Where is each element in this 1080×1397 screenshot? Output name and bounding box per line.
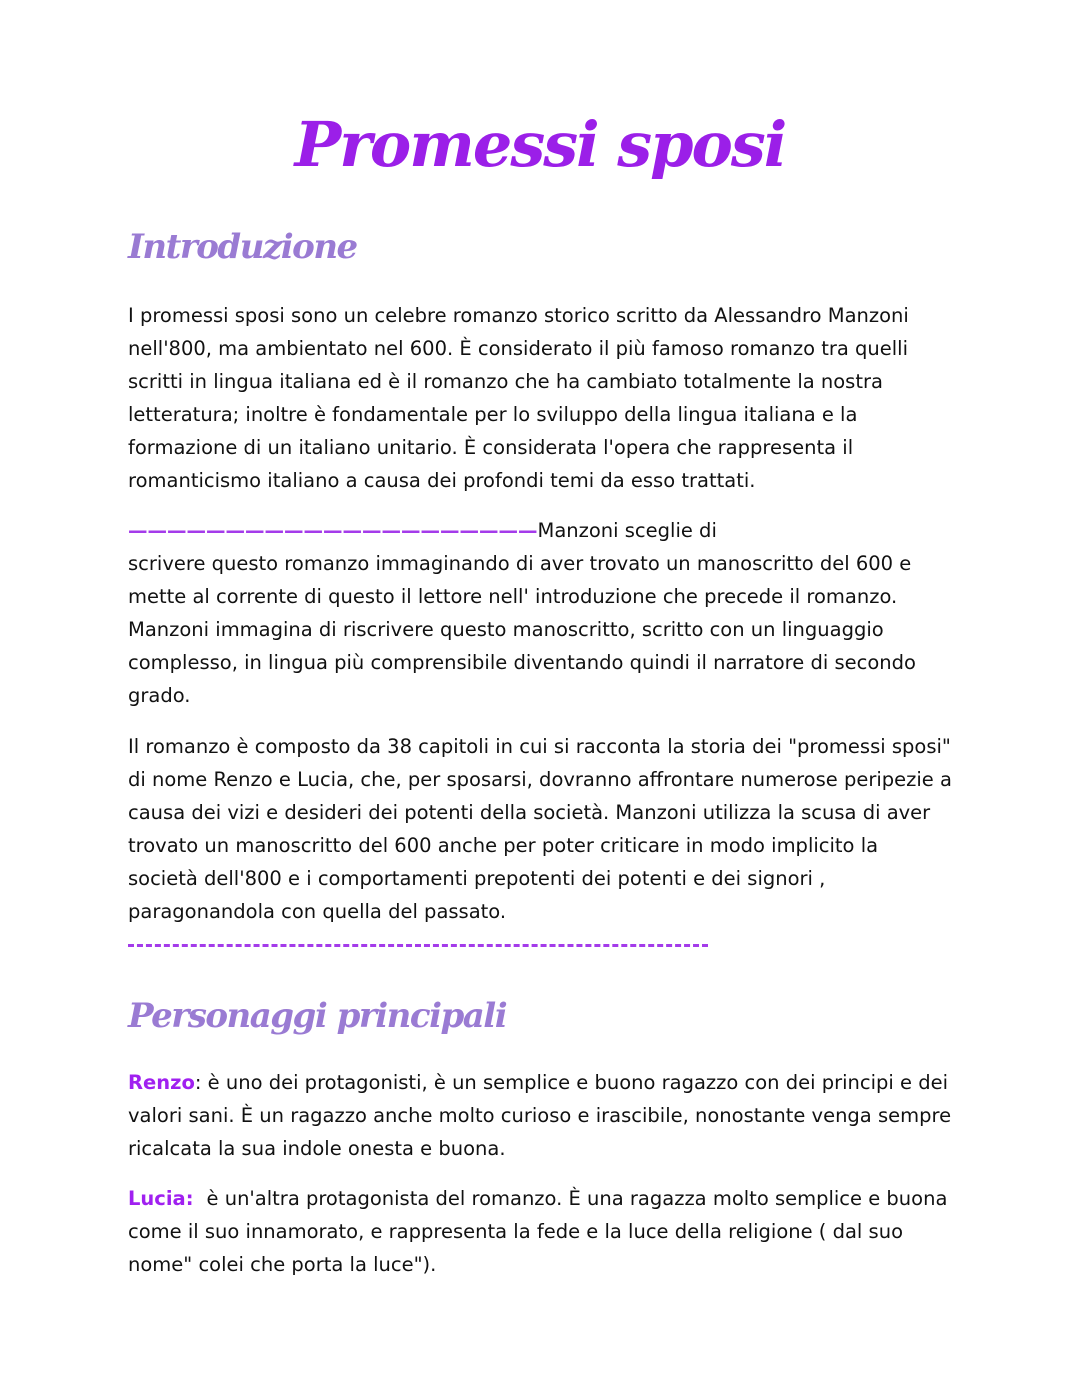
- character-entry-lucia: [128, 1182, 968, 1281]
- character-separator: :: [194, 1071, 202, 1094]
- dashed-separator-inline: —————————————————————: [128, 519, 538, 542]
- dashed-separator: [128, 944, 708, 947]
- section-heading-introduzione: Introduzione: [128, 227, 357, 267]
- character-separator: :: [185, 1187, 201, 1210]
- character-description: è uno dei protagonisti, è un semplice e buono ragazzo con dei principi e dei valori sani. È un ragazzo anche molto curioso e irascibile, nonostante venga sempre ricalcata la sua indole onesta e buona.: [128, 1071, 952, 1160]
- character-name: Lucia: [128, 1187, 186, 1210]
- intro-paragraph-3: Il romanzo è composto da 38 capitoli in cui si racconta la storia dei "promessi sposi" di nome Renzo e Lucia, che, per sposarsi, dovranno affrontare numerose peripezie a causa dei vizi e desideri dei potenti della società. Manzoni utilizza la scusa di aver trovato un manoscritto del 600 anche per poter criticare in modo implicito la società dell'800 e i comportamenti prepotenti dei potenti e dei signori , paragonandola con quella del passato.: [128, 735, 952, 923]
- document-title: Promessi sposi: [294, 108, 786, 181]
- character-name: Renzo: [128, 1071, 195, 1094]
- character-description: è un'altra protagonista del romanzo. È una ragazza molto semplice e buona come il suo innamorato, e rappresenta la fede e la luce della religione ( dal suo nome" colei che porta la luce").: [128, 1187, 948, 1276]
- intro-paragraph-2: [128, 514, 968, 712]
- intro-paragraph-1: I promessi sposi sono un celebre romanzo storico scritto da Alessandro Manzoni nell'800, ma ambientato nel 600. È considerato il più famoso romanzo tra quelli scritti in lingua italiana ed è il romanzo che ha cambiato totalmente la nostra letteratura; inoltre è fondamentale per lo sviluppo della lingua italiana e la formazione di un italiano unitario. È considerata l'opera che rappresenta il romanticismo italiano a causa dei profondi temi da esso trattati.: [128, 304, 909, 492]
- character-entry-renzo: [128, 1066, 968, 1165]
- section-heading-personaggi: Personaggi principali: [128, 996, 507, 1036]
- intro-paragraph-2-text: Manzoni sceglie di scrivere questo romanzo immaginando di aver trovato un manoscritto del 600 e mette al corrente di questo il lettore nell' introduzione che precede il romanzo. Manzoni immagina di riscrivere questo manoscritto, scritto con un linguaggio complesso, in lingua più comprensibile diventando quindi il narratore di secondo grado.: [128, 519, 916, 707]
